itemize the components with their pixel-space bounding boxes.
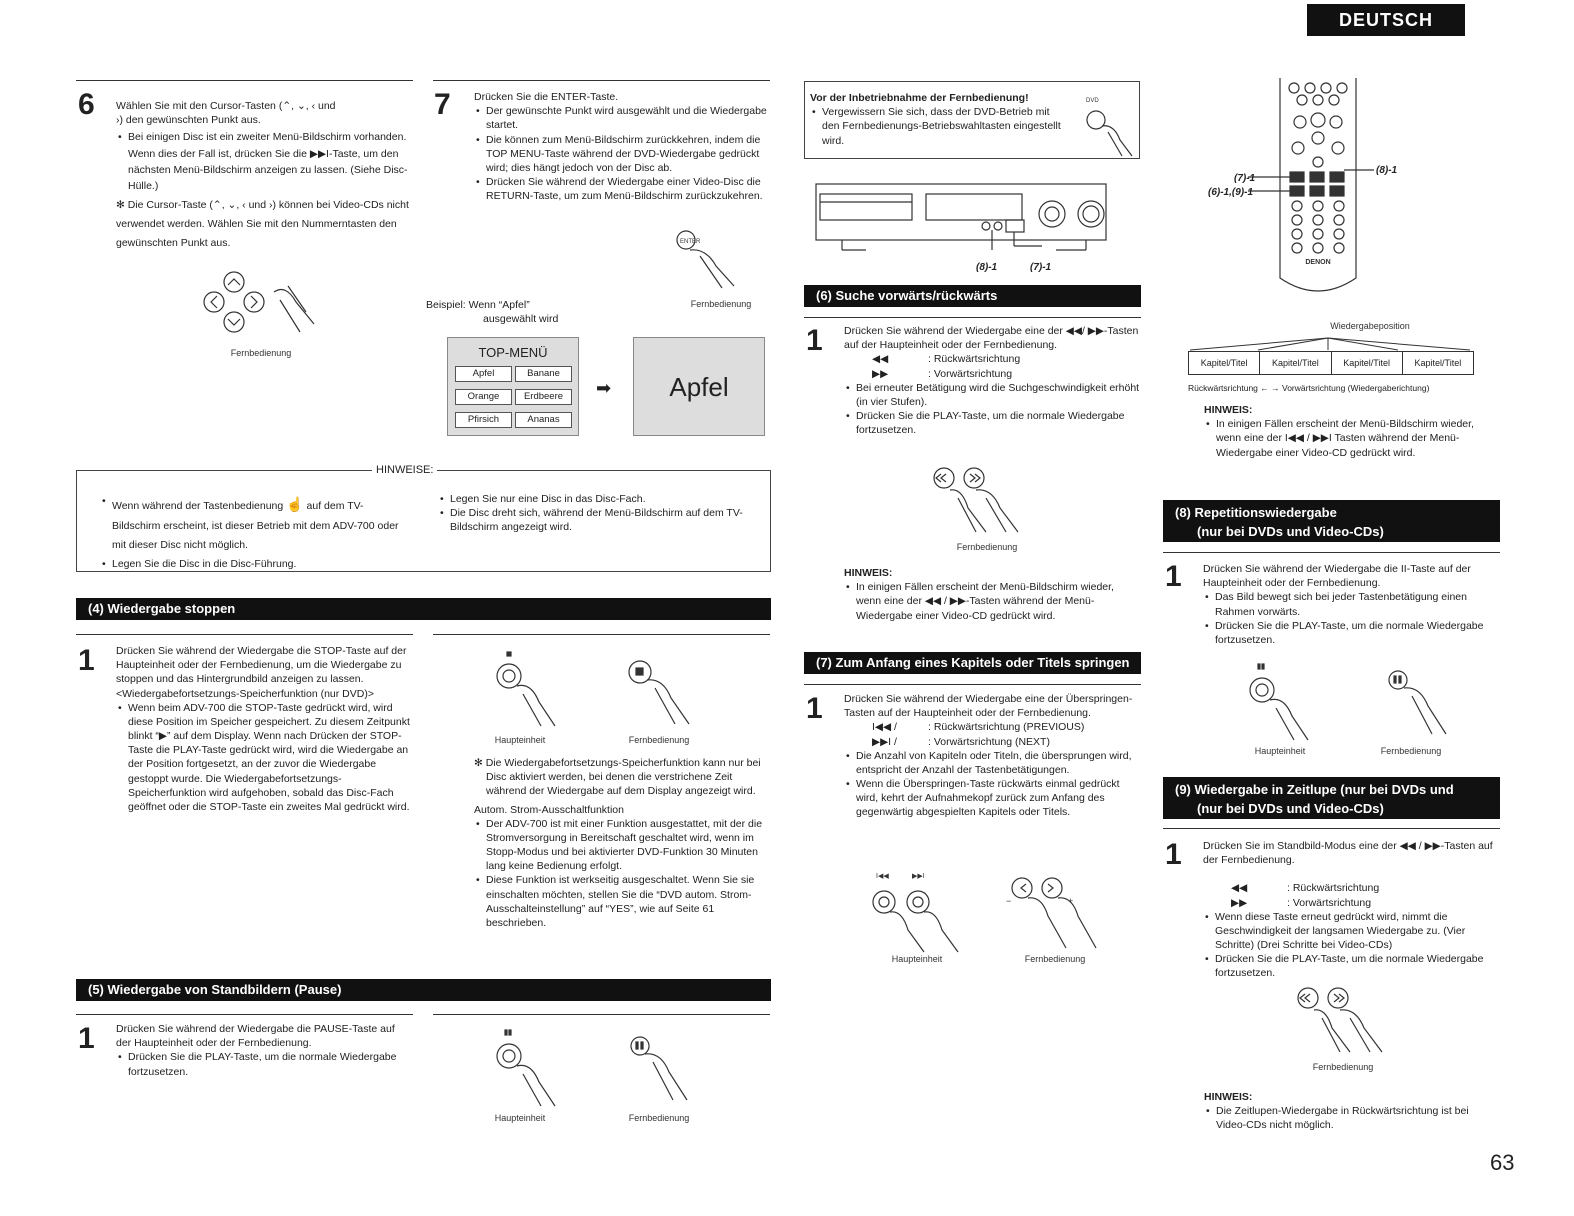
divider	[76, 80, 413, 81]
sec6-hinweis	[844, 566, 1140, 623]
diagram-label: Wiedergabeposition	[1330, 321, 1410, 331]
language-tab: DEUTSCH	[1307, 4, 1465, 36]
key-label: ▶▶I /	[872, 735, 897, 748]
example-line1: Beispiel: Wenn “Apfel”	[426, 299, 530, 311]
step7-bullet2: • Die können zum Menü-Bildschirm zurückkehren, indem die TOP MENU-Taste während der DVD-Wiedergabe gedrückt wird; dies hängt jedoch von der Disc ab.	[474, 133, 770, 176]
page-number: 63	[1490, 1150, 1515, 1175]
hinweis-title: HINWEIS:	[1204, 1091, 1253, 1103]
divider	[1163, 828, 1500, 829]
sec4-bullet: • Wenn beim ADV-700 die STOP-Taste gedrückt wird, wird diese Position im Speicher gespeichert. Zu diesem Zeitpunkt blinkt “▶” auf dem Display. Wenn nach Drücken der STOP-Taste die PLAY-Taste gedrückt wird, wird die Wiedergabe an der Position fortgesetzt, an der zuvor die Wiedergabe gestoppt wurde. Die Wiedergabefortsetzungs-Speicherfunktion wird aufgehoben, sobald das Disc-Fach geöffnet oder die STOP-Taste ein zweites Mal gedrückt wird.	[116, 701, 412, 814]
sec8-bullet: • Drücken Sie die PLAY-Taste, um die normale Wiedergabe fortzusetzen.	[1203, 619, 1500, 647]
key-label: I◀◀ /	[872, 721, 897, 734]
brand-logo: DENON	[1305, 259, 1331, 266]
caption: Fernbedienung	[1312, 1062, 1374, 1072]
sec6-para: Drücken Sie während der Wiedergabe eine der ◀◀/ ▶▶-Tasten auf der Haupteinheit oder der Fernbedienung.	[844, 325, 1139, 352]
device-label: (7)-1	[1030, 262, 1052, 273]
dvd-receiver-illustration	[816, 184, 1106, 252]
hinweis-title: HINWEIS:	[844, 567, 893, 579]
divider	[76, 1014, 413, 1015]
sec4-para1: Drücken Sie während der Wiedergabe die STOP-Taste auf der Haupteinheit oder der Fernbedienung, um die Wiedergabe zu stoppen und das Hintergrundbild anzeigen zu lassen.	[116, 645, 407, 686]
direction-label: Rückwärtsrichtung ← → Vorwärtsrichtung (Wiedergaberichtung)	[1188, 383, 1430, 393]
search-keys-illustration	[932, 466, 1042, 536]
sec4-auto-bullet: • Der ADV-700 ist mit einer Funktion ausgestattet, mit der die Stromversorgung in Bereitschaft geschaltet wird, wenn im Stopp-Modus und bei aktivierter DVD-Funktion 30 Minuten lang keine Bedienung erfolgt.	[474, 817, 770, 874]
section-title-line: (nur bei DVDs und Video-CDs)	[1197, 524, 1384, 539]
menu-item: Ananas	[515, 412, 572, 428]
hinweis-bullet: • In einigen Fällen erscheint der Menü-Bildschirm wieder, wenn eine der I◀◀ / ▶▶I Tasten während der Menü-Wiedergabe einer Video-CD gedrückt wird.	[1204, 417, 1500, 460]
chapter-arrows	[1188, 336, 1472, 352]
sec4-para2: <Wiedergabefortsetzungs-Speicherfunktion (nur DVD)>	[116, 687, 374, 700]
sec6-bullet: • Bei erneuter Betätigung wird die Suchgeschwindigkeit erhöht (in vier Stufen).	[844, 381, 1140, 409]
step-number: 1	[806, 692, 823, 725]
sec4-auto-bullet: • Diese Funktion ist werkseitig ausgeschaltet. Wenn Sie sie einschalten möchten, stellen Sie die “DVD autom. Strom-Ausschalteinstellung” auf “YES”, wie auf Seite 61 beschrieben.	[474, 873, 770, 930]
step-number: 6	[78, 88, 95, 121]
caption: Fernbedienung	[1380, 746, 1442, 756]
caption: Fernbedienung	[1024, 954, 1086, 964]
step6-line2: ›) den gewünschten Punkt aus.	[116, 114, 261, 127]
sec9-text	[1203, 839, 1500, 981]
chapter-cell: Kapitel/Titel	[1189, 352, 1260, 374]
caption: Haupteinheit	[1254, 746, 1306, 756]
remote-label: (6)-1,(9)-1	[1208, 187, 1254, 198]
key-desc: : Vorwärtsrichtung (NEXT)	[928, 735, 1050, 748]
svg-text:−: −	[1006, 896, 1012, 906]
sec7-bullet: • Die Anzahl von Kapiteln oder Titeln, die übersprungen wird, entspricht der Anzahl der Tastenbetätigungen.	[844, 749, 1140, 777]
hinweise-item: • Die Disc dreht sich, während der Menü-Bildschirm auf dem TV-Bildschirm angezeigt wird.	[438, 506, 760, 534]
svg-text:▶▶I: ▶▶I	[912, 873, 925, 880]
chapter-cell: Kapitel/Titel	[1332, 352, 1403, 374]
caption: Fernbedienung	[690, 299, 752, 309]
step-number: 1	[78, 644, 95, 677]
svg-text:I◀◀: I◀◀	[876, 873, 889, 880]
sec4-auto-title: Autom. Strom-Ausschaltfunktion	[474, 803, 624, 816]
divider	[1163, 552, 1500, 553]
key-desc: : Vorwärtsrichtung	[1287, 896, 1372, 909]
top-menu-screen	[447, 337, 579, 436]
prebox-text	[810, 91, 1070, 148]
step6-text	[116, 99, 414, 253]
step7-bullet3: • Drücken Sie während der Wiedergabe einer Video-Disc die RETURN-Taste, um zum Menü-Bildschirm zurückzukehren.	[474, 175, 770, 203]
section-header: (7) Zum Anfang eines Kapitels oder Titels springen	[804, 652, 1141, 674]
hinweis-title: HINWEIS:	[1204, 404, 1253, 416]
key-label: ◀◀	[872, 353, 889, 366]
sec7-para: Drücken Sie während der Wiedergabe eine der Überspringen-Tasten auf der Haupteinheit oder der Fernbedienung.	[844, 693, 1133, 720]
menu-item: Apfel	[455, 366, 512, 382]
hinweise-item: • Legen Sie die Disc in die Disc-Führung.	[100, 555, 410, 574]
key-desc: : Rückwärtsrichtung	[1287, 882, 1380, 895]
section-title-line: (9) Wiedergabe in Zeitlupe (nur bei DVDs und	[1175, 782, 1454, 797]
sec9-para: Drücken Sie im Standbild-Modus eine der ◀◀ / ▶▶-Tasten auf der Fernbedienung.	[1203, 840, 1493, 867]
menu-item: Erdbeere	[515, 389, 572, 405]
sec6-text	[844, 324, 1140, 437]
stop-key-illustration	[495, 652, 705, 728]
cursor-keys-illustration	[196, 272, 326, 344]
hinweise-left	[100, 492, 410, 574]
sec8-text	[1203, 562, 1500, 647]
svg-text:ENTER: ENTER	[680, 239, 701, 245]
step-number: 1	[1165, 560, 1182, 593]
caption: Fernbedienung	[956, 542, 1018, 552]
remote-control-illustration	[1278, 78, 1358, 300]
sec6-bullet: • Drücken Sie die PLAY-Taste, um die normale Wiedergabe fortzusetzen.	[844, 409, 1140, 437]
caption: Fernbedienung	[230, 348, 292, 358]
hinweis-bullet: • Die Zeitlupen-Wiedergabe in Rückwärtsrichtung ist bei Video-CDs nicht möglich.	[1204, 1104, 1500, 1132]
key-desc: : Rückwärtsrichtung	[928, 353, 1021, 366]
prebox-bullet: • Vergewissern Sie sich, dass der DVD-Betrieb mit den Fernbedienungs-Betriebswahltasten eingestellt wird.	[810, 105, 1070, 148]
svg-text:DVD: DVD	[1086, 98, 1099, 104]
sec4-text	[116, 644, 412, 814]
menu-title: TOP-MENÜ	[478, 345, 548, 360]
step6-line1: Wählen Sie mit den Cursor-Tasten (⌃, ⌄, ‹ und	[116, 100, 336, 112]
device-label: (8)-1	[976, 262, 998, 273]
step7-text	[474, 90, 770, 203]
sec7-text	[844, 692, 1140, 820]
key-desc: : Rückwärtsrichtung (PREVIOUS)	[928, 721, 1085, 734]
svg-text:+: +	[1068, 896, 1074, 906]
divider	[433, 80, 770, 81]
caption: Haupteinheit	[891, 954, 943, 964]
section-header: (6) Suche vorwärts/rückwärts	[804, 285, 1141, 307]
chapter-bar	[1188, 351, 1474, 375]
hinweis-bullet: • In einigen Fällen erscheint der Menü-Bildschirm wieder, wenn eine der ◀◀ / ▶▶-Tasten während der Menü-Wiedergabe einer Video-CD gedrückt wird.	[844, 580, 1140, 623]
pause-key-illustration	[495, 1030, 705, 1106]
sec9-hinweis	[1204, 1090, 1500, 1133]
skip-keys-illustration	[862, 872, 1102, 952]
step7-line1: Drücken Sie die ENTER-Taste.	[474, 91, 619, 103]
divider	[433, 1014, 770, 1015]
example-text	[426, 298, 596, 326]
arrow-right-icon: ➡	[596, 378, 612, 398]
chapter-cell: Kapitel/Titel	[1260, 352, 1331, 374]
sec9-bullet: • Wenn diese Taste erneut gedrückt wird, nimmt die Geschwindigkeit der langsamen Wiedergabe zu. (Vier Schritte) (Drei Schritte bei Video-CDs)	[1203, 910, 1500, 953]
remote-label: (7)-1	[1234, 173, 1256, 184]
step-number: 7	[434, 88, 451, 121]
hinweise-right	[438, 492, 760, 535]
caption: Haupteinheit	[494, 735, 546, 745]
section-header: (5) Wiedergabe von Standbildern (Pause)	[76, 979, 771, 1001]
key-label: ▶▶	[1231, 896, 1248, 909]
section-header: (4) Wiedergabe stoppen	[76, 598, 771, 620]
divider	[433, 634, 770, 635]
step-number: 1	[78, 1022, 95, 1055]
chapter-cell: Kapitel/Titel	[1414, 358, 1462, 368]
key-desc: : Vorwärtsrichtung	[928, 367, 1013, 380]
example-line2: ausgewählt wird	[483, 313, 559, 326]
sec5-text	[116, 1022, 412, 1079]
hinweise-title: HINWEISE:	[372, 463, 437, 478]
prebox-title: Vor der Inbetriebnahme der Fernbedienung!	[810, 92, 1029, 104]
col4-hinweis	[1204, 403, 1500, 460]
key-label: ◀◀	[1231, 882, 1248, 895]
sec8-bullet: • Das Bild bewegt sich bei jeder Tastenbetätigung einen Rahmen vorwärts.	[1203, 590, 1500, 618]
divider	[804, 684, 1141, 685]
menu-item: Pfirsich	[455, 412, 512, 428]
step7-bullet1: • Der gewünschte Punkt wird ausgewählt und die Wiedergabe startet.	[474, 104, 770, 132]
menu-item: Banane	[515, 366, 572, 382]
enter-key-illustration	[676, 230, 756, 290]
sec5-para: Drücken Sie während der Wiedergabe die PAUSE-Taste auf der Haupteinheit oder der Fernbedienung.	[116, 1023, 395, 1050]
step-number: 1	[1165, 838, 1182, 871]
section-header	[1163, 777, 1500, 819]
sec5-bullet: • Drücken Sie die PLAY-Taste, um die normale Wiedergabe fortzusetzen.	[116, 1050, 412, 1078]
divider	[804, 317, 1141, 318]
result-text: Apfel	[669, 372, 729, 402]
hinweise-item: • Legen Sie nur eine Disc in das Disc-Fach.	[438, 492, 760, 506]
hand-icon: ☝	[286, 496, 304, 512]
sec8-para: Drücken Sie während der Wiedergabe die II-Taste auf der Haupteinheit oder der Fernbedienung.	[1203, 563, 1471, 590]
sec4-note-text: ✻ Die Wiedergabefortsetzungs-Speicherfunktion kann nur bei Disc aktiviert werden, bei denen die verstrichene Zeit während der Wiedergabe auf dem Display angezeigt wird.	[474, 757, 761, 798]
section-title-line: (nur bei DVDs und Video-CDs)	[1197, 801, 1384, 816]
section-header	[1163, 500, 1500, 542]
step6-note: ✻ Die Cursor-Taste (⌃, ⌄, ‹ und ›) können bei Video-CDs nicht verwendet werden. Wählen Sie mit den Nummerntasten den gewünschten Punkt aus.	[116, 199, 409, 250]
sec4-note	[474, 756, 770, 930]
slow-keys-illustration	[1296, 986, 1406, 1056]
menu-item: Orange	[455, 389, 512, 405]
sec9-bullet: • Drücken Sie die PLAY-Taste, um die normale Wiedergabe fortzusetzen.	[1203, 952, 1500, 980]
caption: Fernbedienung	[628, 735, 690, 745]
divider	[76, 634, 413, 635]
remote-label: (8)-1	[1376, 165, 1398, 176]
step6-bullet1: • Bei einigen Disc ist ein zweiter Menü-Bildschirm vorhanden. Wenn dies der Fall ist, drücken Sie die ▶▶I-Taste, um den nächsten Menü-Bildschirm anzeigen zu lassen. (Siehe Disc-Hülle.)	[116, 129, 414, 194]
result-screen	[633, 337, 765, 436]
caption: Fernbedienung	[628, 1113, 690, 1123]
dvd-key-illustration	[1084, 96, 1134, 156]
pause-key-illustration	[1248, 664, 1458, 740]
step-number: 1	[806, 324, 823, 357]
caption: Haupteinheit	[494, 1113, 546, 1123]
section-title-line: (8) Repetitionswiedergabe	[1175, 505, 1337, 520]
hinweise-item: • Wenn während der Tastenbedienung ☝ auf dem TV-Bildschirm erscheint, ist dieser Betrieb mit dem ADV-700 oder mit dieser Disc nicht möglich.	[100, 492, 410, 555]
key-label: ▶▶	[872, 367, 889, 380]
sec7-bullet: • Wenn die Überspringen-Taste rückwärts einmal gedrückt wird, kehrt der Aufnahmekopf zurück zum Anfang des gegenwärtig abgespielten Kapitels oder Titels.	[844, 777, 1140, 820]
